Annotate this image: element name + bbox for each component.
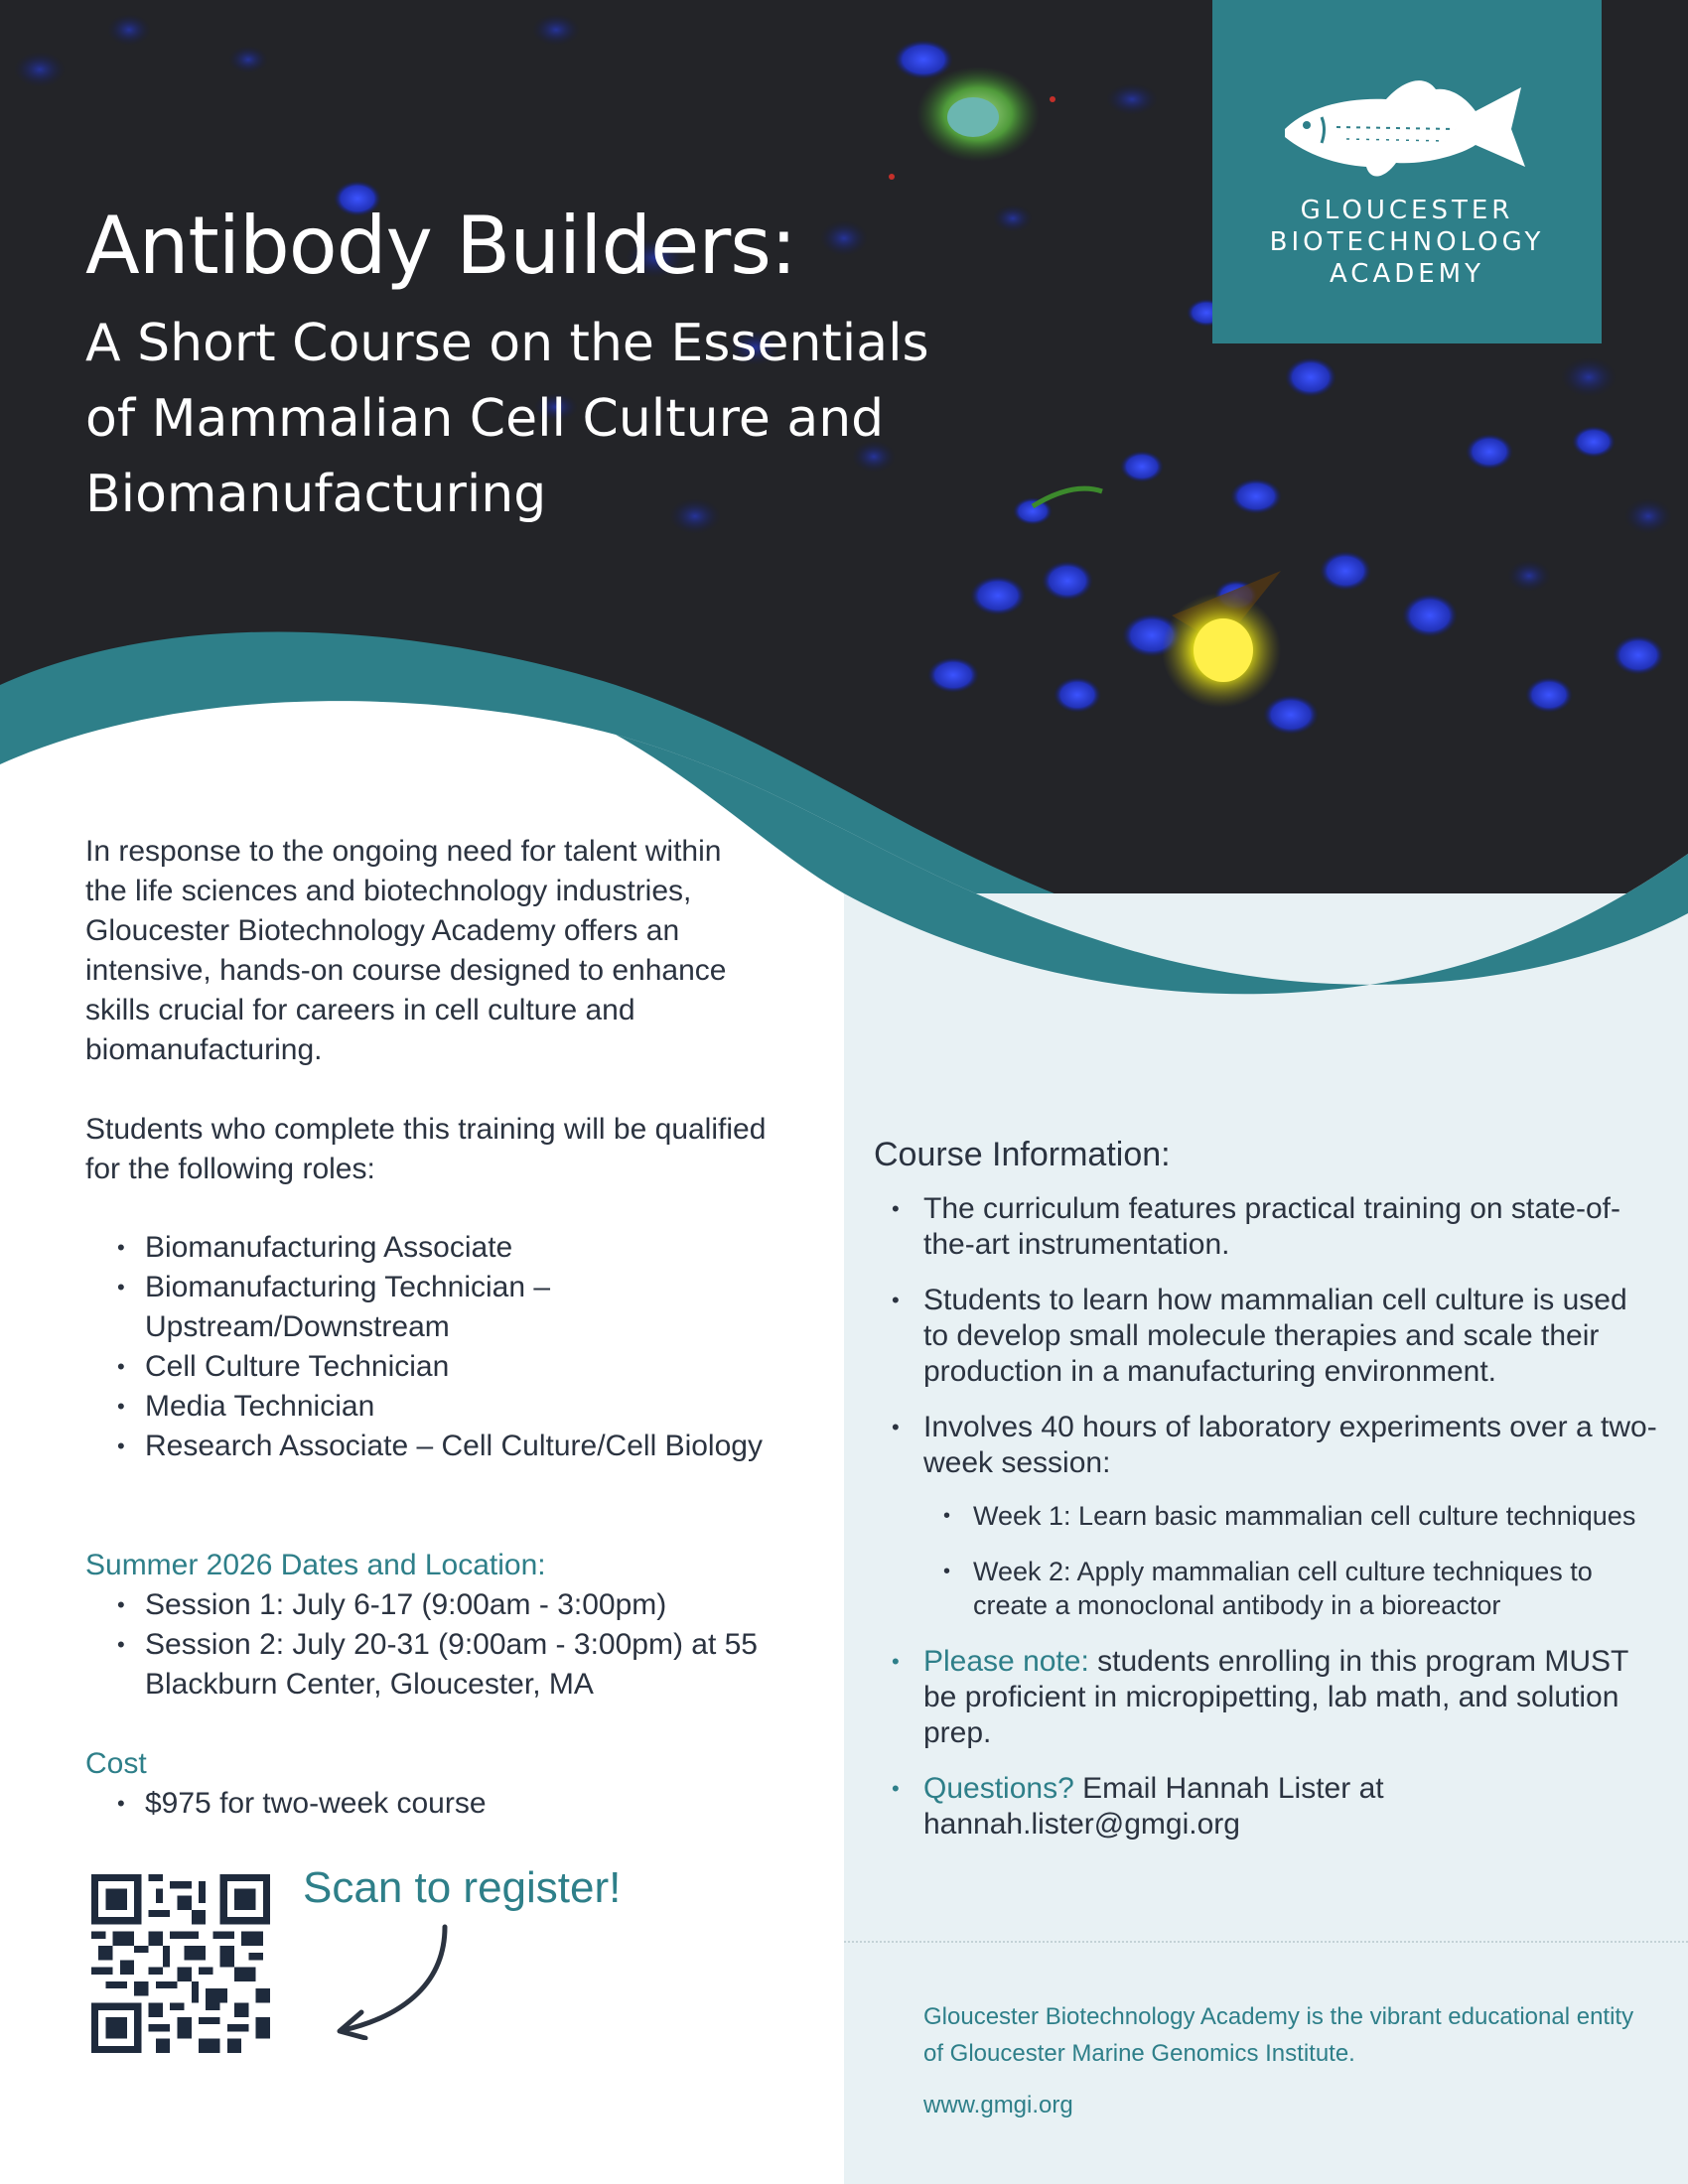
roles-list bbox=[85, 1228, 780, 1466]
scan-to-register-label: Scan to register! bbox=[303, 1863, 622, 1912]
logo-line-2: BIOTECHNOLOGY bbox=[1269, 227, 1545, 257]
week-item: • Week 1: Learn basic mammalian cell culture techniques bbox=[923, 1499, 1658, 1533]
page-subtitle: A Short Course on the Essentials of Mammalian Cell Culture and Biomanufacturing bbox=[85, 314, 929, 524]
academy-logo bbox=[1212, 0, 1602, 343]
list-item: • Session 1: July 6-17 (9:00am - 3:00pm) bbox=[85, 1585, 780, 1625]
list-item: • $975 for two-week course bbox=[85, 1784, 487, 1824]
list-item: • Biomanufacturing Technician – Upstream/Downstream bbox=[85, 1268, 780, 1347]
course-info-heading: Course Information: bbox=[874, 1136, 1171, 1173]
list-item bbox=[874, 1410, 1658, 1622]
footer-note: Gloucester Biotechnology Academy is the vibrant educational entity of Gloucester Marine Genomics Institute. bbox=[923, 2003, 1634, 2067]
page-title: Antibody Builders: bbox=[85, 200, 796, 292]
hero-title-block bbox=[85, 199, 979, 532]
dates-list bbox=[85, 1585, 780, 1705]
list-item: • The curriculum features practical training on state-of-the-art instrumentation. bbox=[874, 1191, 1658, 1263]
please-note-text: students enrolling in this program MUST be proficient in micropipetting, lab math, and solution prep. bbox=[923, 1645, 1628, 1749]
list-item: • Biomanufacturing Associate bbox=[85, 1228, 780, 1268]
cost-heading: Cost bbox=[85, 1747, 147, 1780]
intro-paragraph: In response to the ongoing need for talent within the life sciences and biotechnology industries, Gloucester Biotechnology Academy offers an intensive, hands-on course designed to enhance skills crucial for careers in cell culture and biomanufacturing. bbox=[85, 835, 727, 1066]
fish-icon bbox=[1277, 68, 1537, 187]
list-item: • Students to learn how mammalian cell culture is used to develop small molecule therapies and scale their production in a manufacturing environment. bbox=[874, 1283, 1658, 1390]
week-item: • Week 2: Apply mammalian cell culture techniques to create a monoclonal antibody in a bioreactor bbox=[923, 1555, 1658, 1622]
weeks-list bbox=[923, 1499, 1658, 1622]
list-item: • Media Technician bbox=[85, 1387, 780, 1427]
curved-arrow-icon bbox=[328, 1921, 457, 2040]
list-item: • Cell Culture Technician bbox=[85, 1347, 780, 1387]
please-note-item bbox=[874, 1644, 1658, 1751]
questions-item bbox=[874, 1771, 1658, 1843]
website-link[interactable]: www.gmgi.org bbox=[923, 2092, 1073, 2118]
roles-intro: Students who complete this training will be qualified for the following roles: bbox=[85, 1113, 767, 1185]
qr-code[interactable] bbox=[91, 1874, 270, 2053]
list-item: • Session 2: July 20-31 (9:00am - 3:00pm) at 55 Blackburn Center, Gloucester, MA bbox=[85, 1625, 780, 1705]
divider bbox=[844, 1941, 1688, 1943]
questions-label: Questions? bbox=[923, 1772, 1074, 1805]
list-item: • Research Associate – Cell Culture/Cell Biology bbox=[85, 1427, 780, 1466]
cost-list bbox=[85, 1784, 487, 1824]
questions-text[interactable]: Email Hannah Lister at hannah.lister@gmgi.org bbox=[923, 1772, 1384, 1841]
course-info-list bbox=[874, 1191, 1658, 1862]
list-item-text: Involves 40 hours of laboratory experiments over a two-week session: bbox=[923, 1411, 1657, 1479]
logo-line-1: GLOUCESTER bbox=[1300, 196, 1514, 225]
please-note-label: Please note: bbox=[923, 1645, 1089, 1678]
dates-heading: Summer 2026 Dates and Location: bbox=[85, 1549, 546, 1581]
logo-line-3: ACADEMY bbox=[1329, 259, 1485, 289]
